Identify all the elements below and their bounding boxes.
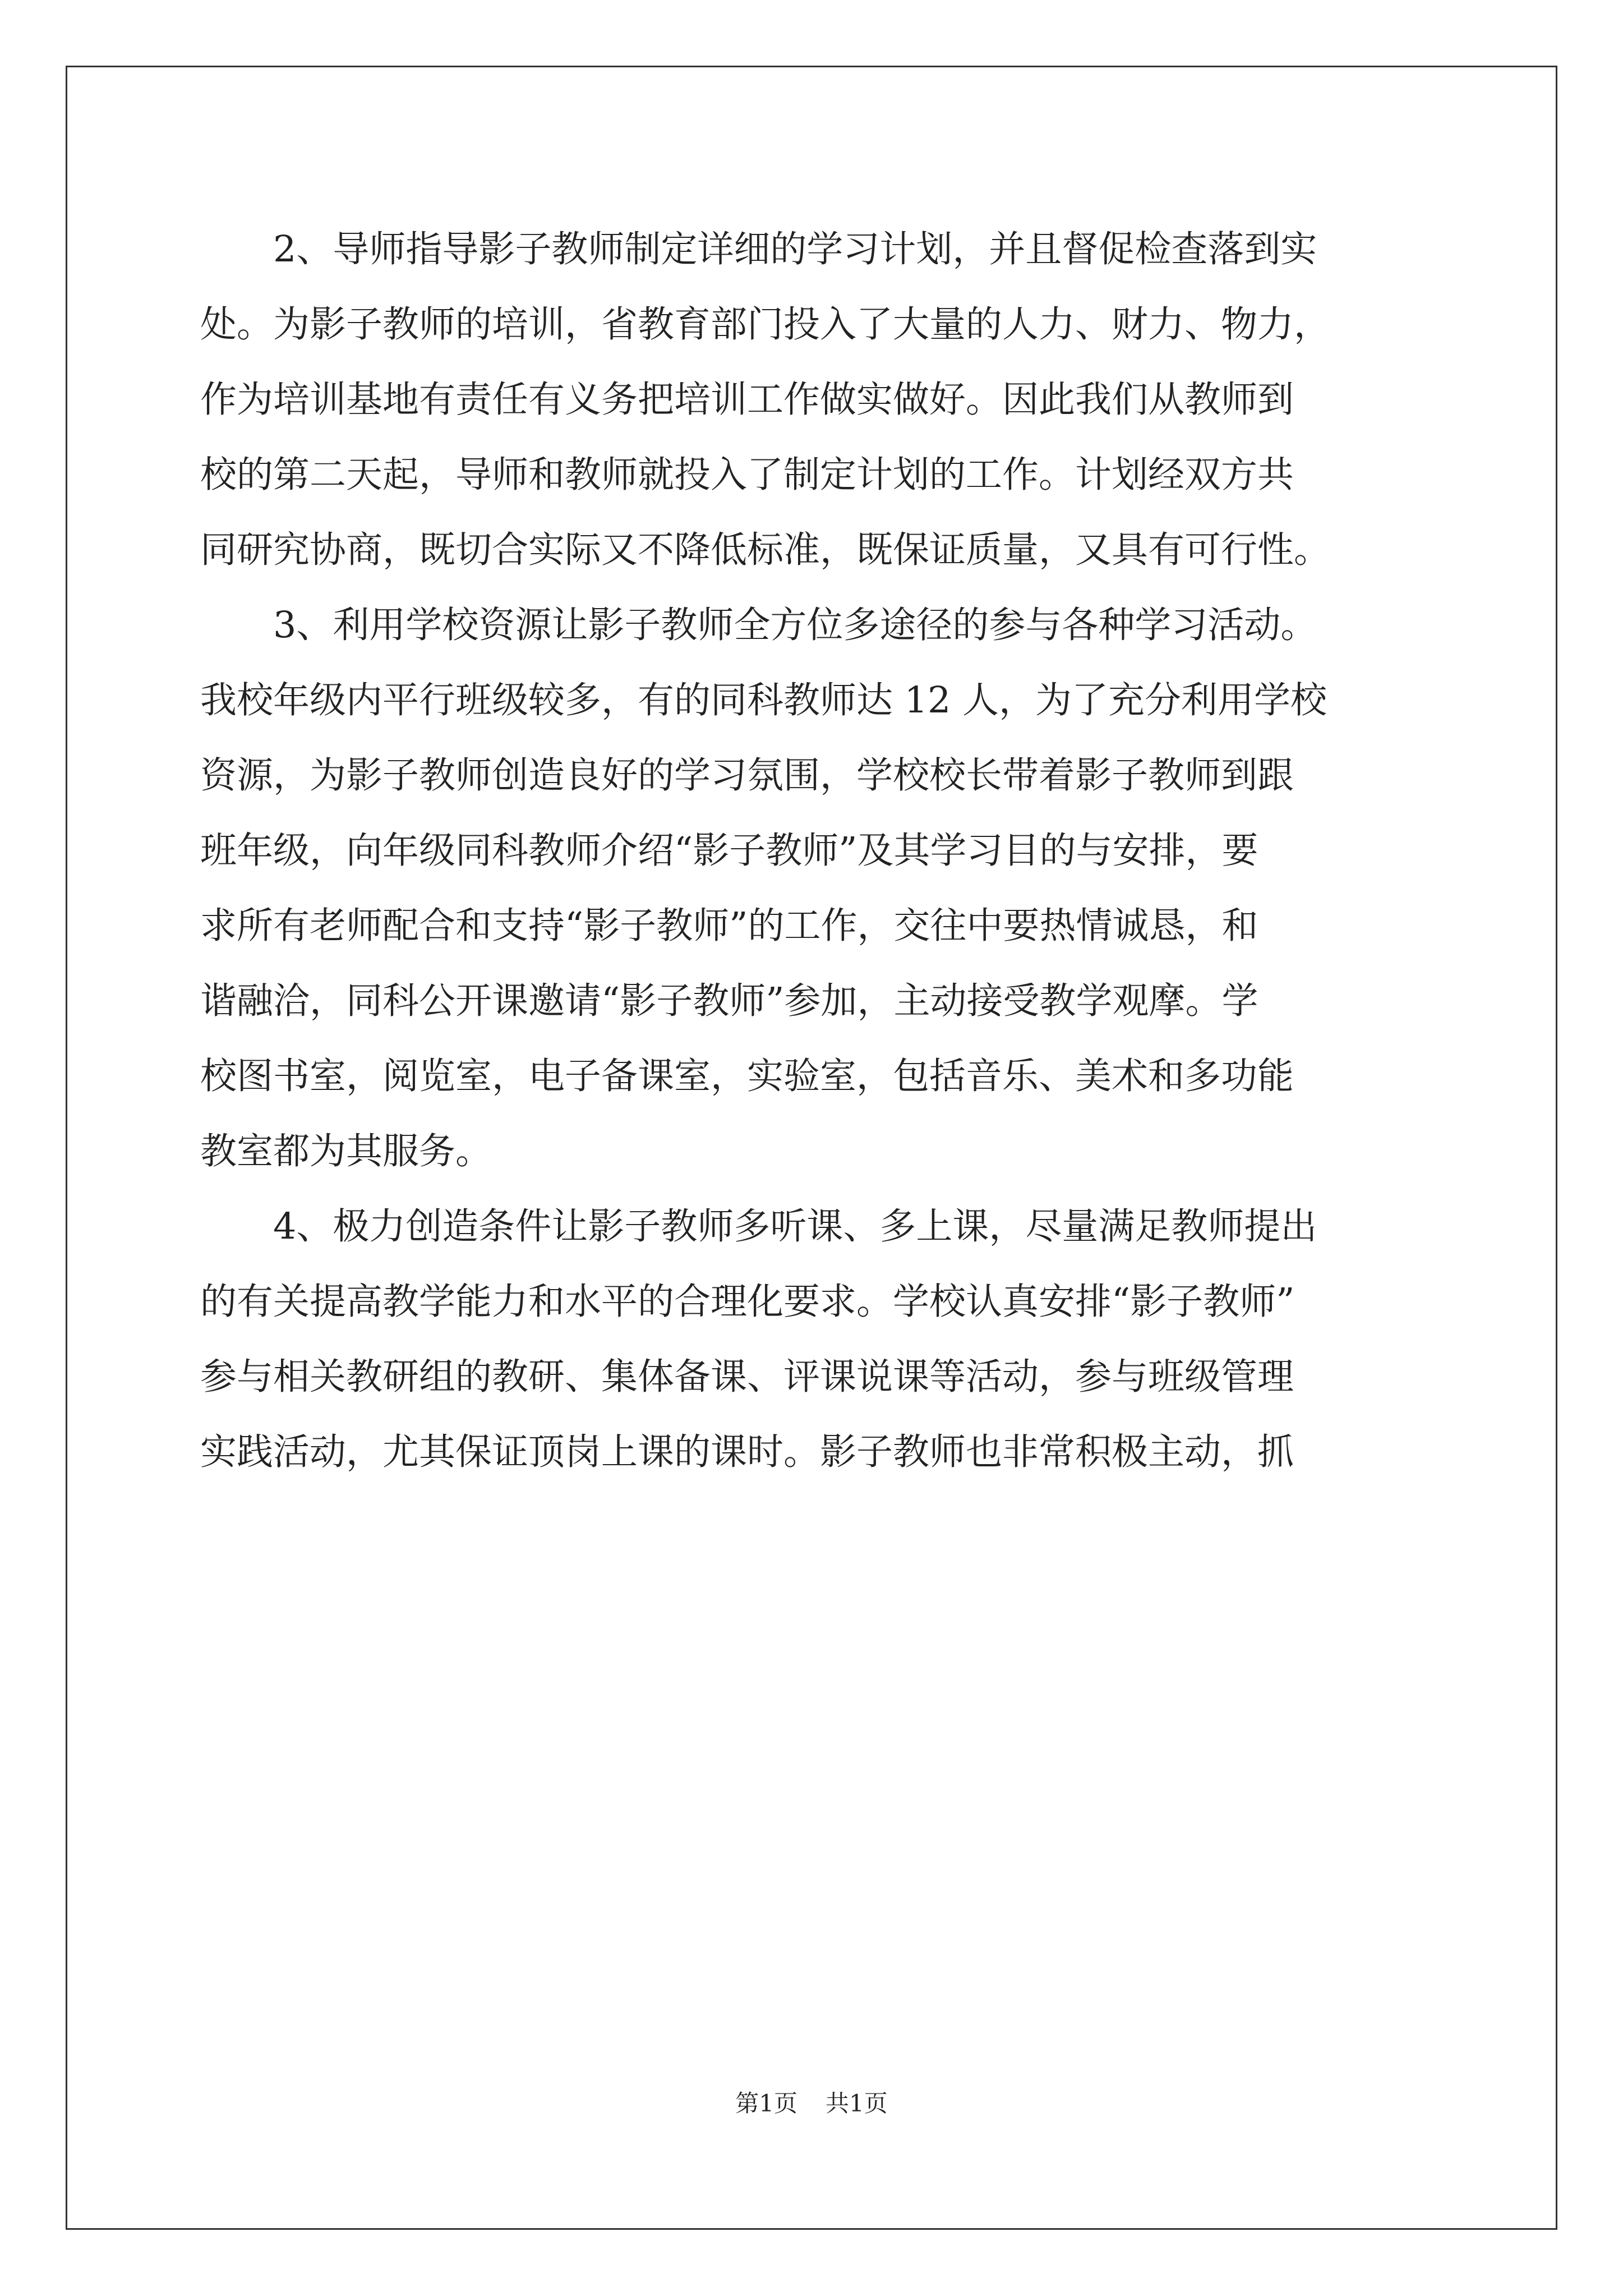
page-footer [0, 2090, 1623, 2118]
text-line: 我校年级内平行班级较多，有的同科教师达 12 人，为了充分利用学校 [200, 679, 1327, 721]
text-line: 处。为影子教师的培训，省教育部门投入了大量的人力、财力、物力， [200, 303, 1331, 346]
text-line: 实践活动，尤其保证顶岗上课的课时。影子教师也非常积极主动，抓 [200, 1431, 1294, 1473]
page-number-current: 第1页 [735, 2090, 797, 2117]
page-number-total: 共1页 [826, 2090, 888, 2117]
text-line: 校的第二天起，导师和教师就投入了制定计划的工作。计划经双方共 [200, 454, 1294, 496]
text-line: 3、利用学校资源让影子教师全方位多途径的参与各种学习活动。 [200, 604, 1317, 646]
text-line: 同研究协商，既切合实际又不降低标准，既保证质量，又具有可行性。 [200, 529, 1331, 571]
text-line: 求所有老师配合和支持“影子教师”的工作，交往中要热情诚恳，和 [200, 905, 1258, 947]
text-line: 教室都为其服务。 [200, 1130, 492, 1172]
text-line: 4、极力创造条件让影子教师多听课、多上课，尽量满足教师提出 [200, 1205, 1317, 1248]
text-line: 谐融洽，同科公开课邀请“影子教师”参加，主动接受教学观摩。学 [200, 980, 1258, 1022]
text-line: 作为培训基地有责任有义务把培训工作做实做好。因此我们从教师到 [200, 379, 1294, 421]
text-line: 的有关提高教学能力和水平的合理化要求。学校认真安排“影子教师” [200, 1281, 1295, 1323]
text-line: 参与相关教研组的教研、集体备课、评课说课等活动，参与班级管理 [200, 1356, 1294, 1398]
text-line: 班年级，向年级同科教师介绍“影子教师”及其学习目的与安排，要 [200, 830, 1258, 872]
text-line: 2、导师指导影子教师制定详细的学习计划，并且督促检查落到实 [200, 228, 1317, 270]
text-line: 校图书室，阅览室，电子备课室，实验室，包括音乐、美术和多功能 [200, 1055, 1294, 1097]
text-line: 资源，为影子教师创造良好的学习氛围，学校校长带着影子教师到跟 [200, 754, 1294, 797]
